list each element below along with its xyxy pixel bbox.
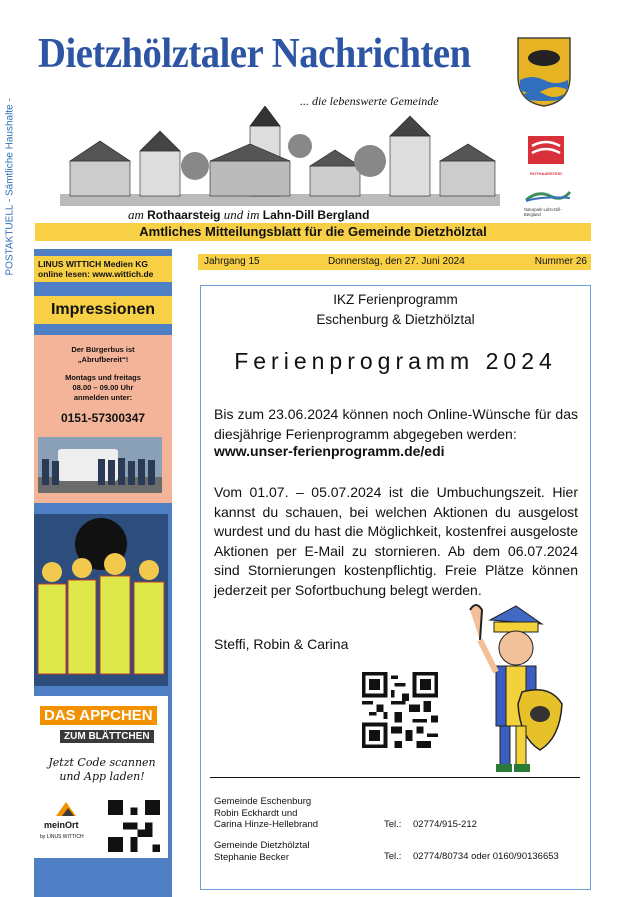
contact-tel: 02774/80734 oder 0160/90136653	[413, 851, 559, 862]
contact-org: Gemeinde Eschenburg	[214, 796, 312, 807]
article-title: Ferienprogramm 2024	[234, 348, 557, 374]
article-kicker-1: IKZ Ferienprogramm	[333, 292, 458, 307]
bus-line5: anmelden unter:	[73, 393, 133, 402]
app-title: DAS APPCHEN	[40, 706, 157, 725]
banner-text: Amtliches Mitteilungsblatt für die Gemeinde Dietzhölztal	[139, 224, 487, 239]
contact-tel-label: Tel.:	[384, 819, 402, 830]
bus-line1: Der Bürgerbus ist	[71, 345, 135, 354]
article-kicker-2: Eschenburg & Dietzhölztal	[316, 312, 475, 327]
tagline-bold2: Lahn-Dill Bergland	[262, 208, 370, 222]
issue-volume: Jahrgang 15	[204, 256, 260, 267]
publisher-name: LINUS WITTICH Medien KG	[38, 259, 149, 269]
contact-divider	[210, 777, 580, 778]
meinort-logo-icon	[54, 800, 78, 818]
rothaarsteig-icon	[524, 134, 568, 166]
mascot-illustration	[450, 600, 580, 780]
tagline	[128, 207, 369, 223]
app-script-2: und App laden!	[59, 770, 145, 783]
app-promo-card	[34, 696, 168, 858]
lahn-dill-logo	[524, 188, 572, 216]
buergerbus-photo	[38, 437, 162, 493]
issue-number: Nummer 26	[534, 256, 587, 267]
bus-phone: 0151-57300347	[60, 411, 146, 425]
tagline-bold1: Rothaarsteig	[147, 208, 221, 222]
publisher-box	[34, 256, 172, 282]
app-script-1: Jetzt Code scannen	[48, 756, 156, 769]
firefighters-photo	[34, 514, 168, 686]
contact-person: Robin Eckhardt und	[214, 807, 298, 819]
lahn-dill-text: Naturpark Lahn-Dill-Bergland	[524, 207, 562, 217]
impressionen-heading: Impressionen	[34, 296, 172, 324]
contact-tel-label: Tel.:	[384, 851, 402, 862]
issue-date: Donnerstag, den 27. Juni 2024	[328, 256, 465, 267]
side-note: POSTAKTUELL - Sämtliche Haushalte -	[4, 98, 16, 276]
ferienprogramm-link[interactable]: www.unser-ferienprogramm.de/edi	[214, 443, 445, 459]
app-subtitle: ZUM BLÄTTCHEN	[60, 730, 154, 743]
publisher-online: online lesen: www.wittich.de	[38, 269, 154, 279]
contact-eschenburg	[214, 796, 318, 831]
lahn-dill-icon	[524, 188, 572, 202]
article-signature: Steffi, Robin & Carina	[214, 636, 349, 652]
masthead-banner	[35, 223, 591, 241]
tagline-mid: und im	[220, 207, 263, 222]
town-illustration	[60, 106, 500, 206]
masthead-title: Dietzhölztaler Nachrichten	[38, 31, 471, 77]
issue-info-bar	[198, 254, 591, 270]
app-brand-sub: by LINUS WITTICH	[40, 834, 84, 840]
rothaarsteig-text: ROTHAARSTEIG	[530, 171, 562, 176]
coat-of-arms-icon	[516, 36, 572, 108]
contact-person: Carina Hinze-Hellebrand	[214, 819, 319, 830]
contact-person: Stephanie Becker	[214, 851, 289, 863]
bus-line4: 08.00 – 09.00 Uhr	[72, 383, 134, 392]
rothaarsteig-logo	[524, 134, 568, 174]
contact-tel: 02774/915-212	[413, 819, 477, 830]
bus-line3: Montags und freitags	[65, 373, 141, 382]
app-brand: meinOrt	[44, 820, 79, 830]
article-paragraph-2: Vom 01.07. – 05.07.2024 ist die Umbuchungszeit. Hier kannst du schauen, bei welchen Aktionen du ausgelost wurdest und du hast die Möglichkeit, kostenfrei ausgeloste Aktionen per E-Mail zu stornieren. Ab dem 06.07.2024 sind Stornierungen kostenpflichtig. Freie Plätze können jederzeit per Sofortbuchung belegt werden.	[214, 484, 578, 598]
app-qr-code-icon[interactable]	[108, 800, 160, 852]
article-paragraph-1: Bis zum 23.06.2024 können noch Online-Wünsche für das diesjährige Ferienprogramm abgegeben werden:	[214, 406, 578, 442]
tagline-prefix: am	[128, 207, 148, 222]
contact-org: Gemeinde Dietzhölztal	[214, 840, 310, 851]
article-qr-code-icon[interactable]	[362, 672, 438, 748]
bus-line2: „Abrufbereit“!	[77, 355, 129, 364]
contact-dietzhoelztal	[214, 840, 310, 863]
masthead-subtitle: ... die lebenswerte Gemeinde	[300, 94, 439, 108]
